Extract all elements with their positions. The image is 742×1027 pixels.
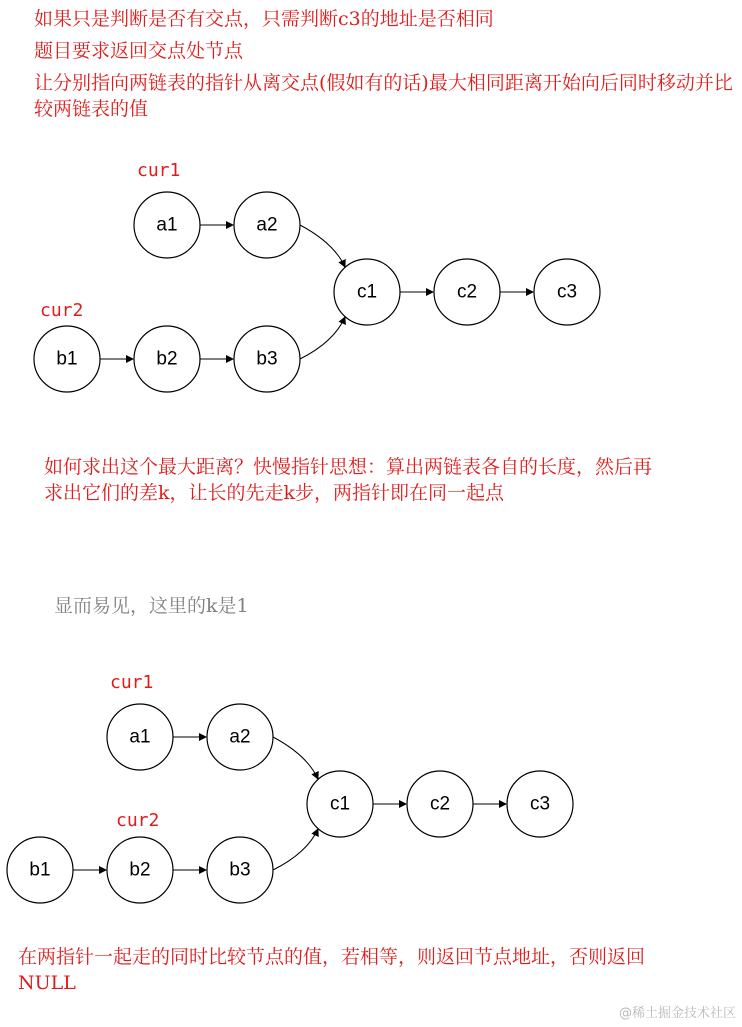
edge-b3-c1 [273, 829, 318, 870]
node-c2 [407, 771, 473, 837]
edge-b3-c1 [300, 317, 345, 359]
linked-list-diagram-2 [0, 660, 742, 920]
node-b2-label: b2 [156, 348, 178, 370]
watermark-text: @稀土掘金技术社区 [618, 1006, 736, 1021]
node-c1 [334, 259, 400, 325]
node-c2-label: c2 [456, 281, 478, 303]
node-b3 [207, 837, 273, 903]
node-c1-label: c1 [356, 281, 378, 303]
node-b1 [34, 326, 100, 392]
cur2-pointer-label: cur2 [40, 300, 84, 321]
node-c3 [534, 259, 600, 325]
node-b3 [234, 326, 300, 392]
node-c3-label: c3 [529, 793, 551, 815]
node-a1 [134, 192, 200, 258]
edge-a2-c1 [300, 225, 345, 267]
node-a1-label: a1 [129, 726, 151, 748]
cur1-pointer-label: cur1 [137, 160, 181, 181]
cur2-pointer-label: cur2 [116, 810, 160, 831]
node-a2 [234, 192, 300, 258]
node-b1 [7, 837, 73, 903]
node-b3-label: b3 [229, 859, 251, 881]
node-b3-label: b3 [256, 348, 278, 370]
node-c2 [434, 259, 500, 325]
node-b2-label: b2 [129, 859, 151, 881]
node-c3-label: c3 [556, 281, 578, 303]
node-b2 [107, 837, 173, 903]
node-a2-label: a2 [256, 214, 278, 236]
intro-note-1: 如果只是判断是否有交点，只需判断c3的地址是否相同 [34, 8, 494, 30]
linked-list-diagram-1 [0, 150, 742, 410]
node-b1-label: b1 [29, 859, 51, 881]
observation-note: 显而易见，这里的k是1 [54, 595, 249, 617]
edge-a2-c1 [273, 737, 318, 779]
node-a2 [207, 704, 273, 770]
node-c2-label: c2 [429, 793, 451, 815]
node-a1-label: a1 [156, 214, 178, 236]
node-c3 [507, 771, 573, 837]
method-note: 如何求出这个最大距离？快慢指针思想：算出两链表各自的长度，然后再求出它们的差k，让长的先走k步，两指针即在同一起点 [44, 456, 653, 504]
intro-note-2: 题目要求返回交点处节点 [34, 40, 244, 62]
node-c1-label: c1 [329, 793, 351, 815]
node-a2-label: a2 [229, 726, 251, 748]
node-b1-label: b1 [56, 348, 78, 370]
intro-note-3: 让分别指向两链表的指针从离交点(假如有的话)最大相同距离开始向后同时移动并比较两链表的值 [34, 72, 733, 120]
conclusion-note: 在两指针一起走的同时比较节点的值，若相等，则返回节点地址，否则返回NULL [18, 946, 646, 994]
node-a1 [107, 704, 173, 770]
node-c1 [307, 771, 373, 837]
cur1-pointer-label: cur1 [110, 672, 154, 693]
node-b2 [134, 326, 200, 392]
